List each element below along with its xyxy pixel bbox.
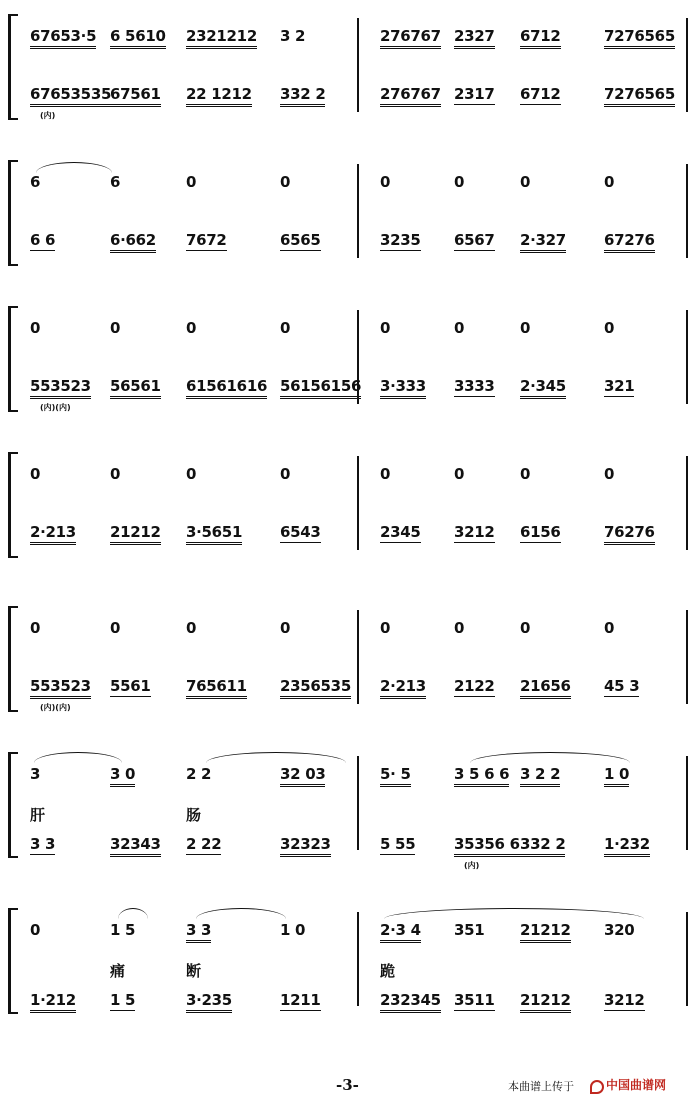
- accompaniment-cell: 276767: [380, 84, 441, 107]
- slur-mark: [34, 752, 122, 763]
- accompaniment-cell: 21656: [520, 676, 571, 699]
- score-system: [0, 306, 700, 418]
- accompaniment-cell: 2·327: [520, 230, 566, 253]
- melody-cell: 0: [604, 619, 615, 637]
- accompaniment-cell: 67561: [110, 84, 161, 107]
- accompaniment-cell: 6565: [280, 231, 321, 249]
- accompaniment-row: [0, 230, 700, 252]
- score-system: [0, 14, 700, 126]
- melody-row: [0, 618, 700, 640]
- melody-cell: 0: [380, 619, 391, 637]
- accompaniment-cell: 5 55: [380, 835, 416, 853]
- accompaniment-cell: 56561: [110, 376, 161, 399]
- melody-cell: 0: [280, 173, 291, 191]
- accompaniment-cell: 32343: [110, 834, 161, 857]
- melody-cell: 7276565: [604, 26, 675, 49]
- accompaniment-cell: 7672: [186, 231, 227, 249]
- accompaniment-cell: 67653535: [30, 84, 111, 107]
- slur-mark: [118, 908, 148, 919]
- accompaniment-cell: 2317: [454, 85, 495, 103]
- accompaniment-cell: 1211: [280, 991, 321, 1009]
- accompaniment-cell: 3235: [380, 231, 421, 249]
- melody-cell: 0: [604, 465, 615, 483]
- accompaniment-cell: 21212: [520, 990, 571, 1013]
- accompaniment-cell: 3·333: [380, 376, 426, 399]
- accompaniment-row: [0, 522, 700, 544]
- inner-note-mark: (内)(内): [40, 703, 71, 712]
- melody-cell: 2327: [454, 26, 495, 49]
- accompaniment-cell: 6712: [520, 85, 561, 103]
- melody-cell: 1 5: [110, 921, 136, 939]
- melody-cell: 0: [280, 319, 291, 337]
- melody-cell: 0: [520, 619, 531, 637]
- accompaniment-cell: 2·213: [30, 522, 76, 545]
- accompaniment-cell: 56156156: [280, 376, 361, 399]
- site-name: 中国曲谱网: [606, 1078, 667, 1092]
- accompaniment-cell: 3212: [454, 523, 495, 541]
- accompaniment-cell: 6·662: [110, 230, 156, 253]
- accompaniment-cell: 3212: [604, 991, 645, 1009]
- melody-cell: 3 2: [280, 27, 306, 45]
- accompaniment-cell: 3511: [454, 991, 495, 1009]
- accompaniment-cell: 67276: [604, 230, 655, 253]
- melody-cell: 3: [30, 765, 41, 783]
- accompaniment-row: [0, 676, 700, 698]
- accompaniment-cell: 765611: [186, 676, 247, 699]
- melody-cell: 6: [30, 173, 41, 191]
- accompaniment-cell: 332 2: [280, 84, 325, 107]
- accompaniment-cell: 321: [604, 377, 635, 395]
- melody-cell: 0: [30, 465, 41, 483]
- accompaniment-cell: 2·345: [520, 376, 566, 399]
- page-number: -3-: [336, 1076, 359, 1094]
- melody-cell: 0: [380, 465, 391, 483]
- melody-cell: 3 2 2: [520, 764, 560, 787]
- inner-note-mark: (内)(内): [40, 403, 71, 412]
- melody-cell: 0: [280, 619, 291, 637]
- upload-note: 本曲谱上传于: [508, 1080, 574, 1093]
- melody-row: [0, 464, 700, 486]
- accompaniment-cell: 61561616: [186, 376, 267, 399]
- accompaniment-cell: 1·232: [604, 834, 650, 857]
- melody-cell: 67653·5: [30, 26, 96, 49]
- accompaniment-cell: 553523: [30, 676, 91, 699]
- score-system: [0, 752, 700, 870]
- melody-cell: 0: [520, 173, 531, 191]
- melody-cell: 0: [110, 465, 121, 483]
- melody-cell: 2·3 4: [380, 920, 421, 943]
- melody-cell: 320: [604, 921, 635, 939]
- melody-cell: 0: [30, 921, 41, 939]
- accompaniment-cell: 6567: [454, 231, 495, 249]
- accompaniment-cell: 6 6: [30, 231, 56, 249]
- accompaniment-cell: 6543: [280, 523, 321, 541]
- accompaniment-cell: 2356535: [280, 676, 351, 699]
- melody-cell: 351: [454, 921, 485, 939]
- melody-cell: 32 03: [280, 764, 325, 787]
- lyric-char: 跪: [380, 962, 396, 980]
- accompaniment-cell: 3 3: [30, 835, 56, 853]
- slur-mark: [384, 908, 644, 919]
- lyric-char: 断: [186, 962, 202, 980]
- melody-cell: 1 0: [280, 921, 306, 939]
- melody-cell: 0: [454, 465, 465, 483]
- accompaniment-cell: 32323: [280, 834, 331, 857]
- melody-row: [0, 318, 700, 340]
- slur-mark: [36, 162, 112, 173]
- melody-cell: 0: [186, 319, 197, 337]
- accompaniment-cell: 553523: [30, 376, 91, 399]
- lyric-char: 肝: [30, 806, 46, 824]
- accompaniment-cell: 2·213: [380, 676, 426, 699]
- melody-row: [0, 172, 700, 194]
- accompaniment-cell: 3333: [454, 377, 495, 395]
- melody-cell: 0: [30, 619, 41, 637]
- melody-cell: 3 5 6 6: [454, 764, 509, 787]
- melody-row: [0, 26, 700, 48]
- accompaniment-cell: 22 1212: [186, 84, 252, 107]
- accompaniment-cell: 232345: [380, 990, 441, 1013]
- score-system: [0, 908, 700, 1020]
- melody-cell: 0: [186, 173, 197, 191]
- inner-note-mark: (内): [464, 861, 480, 870]
- melody-cell: 3 3: [186, 920, 211, 943]
- melody-cell: 5· 5: [380, 764, 411, 787]
- melody-row: [0, 764, 700, 786]
- accompaniment-cell: 76276: [604, 522, 655, 545]
- inner-note-mark: (内): [40, 111, 56, 120]
- accompaniment-row: [0, 990, 700, 1012]
- melody-cell: 0: [380, 173, 391, 191]
- melody-cell: 0: [280, 465, 291, 483]
- accompaniment-cell: 21212: [110, 522, 161, 545]
- score-system: [0, 606, 700, 718]
- melody-cell: 3 0: [110, 764, 135, 787]
- melody-cell: 0: [186, 619, 197, 637]
- accompaniment-cell: 2 22: [186, 835, 222, 853]
- score-system: [0, 452, 700, 564]
- melody-cell: 6: [110, 173, 121, 191]
- melody-cell: 2 2: [186, 765, 212, 783]
- melody-cell: 0: [30, 319, 41, 337]
- accompaniment-cell: 332 2: [520, 834, 565, 857]
- slur-mark: [206, 752, 346, 763]
- melody-cell: 6 5610: [110, 26, 166, 49]
- melody-cell: 0: [454, 173, 465, 191]
- melody-cell: 276767: [380, 26, 441, 49]
- melody-cell: 21212: [520, 920, 571, 943]
- slur-mark: [196, 908, 286, 919]
- accompaniment-cell: 3·235: [186, 990, 232, 1013]
- site-logo-icon: [590, 1080, 604, 1094]
- accompaniment-row: [0, 84, 700, 106]
- accompaniment-cell: 1 5: [110, 991, 136, 1009]
- accompaniment-cell: 6156: [520, 523, 561, 541]
- accompaniment-cell: 2345: [380, 523, 421, 541]
- melody-cell: 0: [520, 319, 531, 337]
- melody-cell: 0: [604, 319, 615, 337]
- accompaniment-row: [0, 834, 700, 856]
- melody-cell: 6712: [520, 26, 561, 49]
- melody-cell: 0: [380, 319, 391, 337]
- accompaniment-cell: 7276565: [604, 84, 675, 107]
- lyric-char: 痛: [110, 962, 126, 980]
- melody-row: [0, 920, 700, 942]
- melody-cell: 0: [110, 319, 121, 337]
- accompaniment-cell: 5561: [110, 677, 151, 695]
- melody-cell: 0: [454, 319, 465, 337]
- accompaniment-cell: 1·212: [30, 990, 76, 1013]
- melody-cell: 0: [604, 173, 615, 191]
- melody-cell: 0: [186, 465, 197, 483]
- slur-mark: [470, 752, 630, 763]
- melody-cell: 0: [110, 619, 121, 637]
- accompaniment-cell: 3·5651: [186, 522, 242, 545]
- lyric-char: 肠: [186, 806, 202, 824]
- melody-cell: 0: [520, 465, 531, 483]
- accompaniment-cell: 45 3: [604, 677, 640, 695]
- melody-cell: 2321212: [186, 26, 257, 49]
- accompaniment-row: [0, 376, 700, 398]
- accompaniment-cell: 2122: [454, 677, 495, 695]
- melody-cell: 0: [454, 619, 465, 637]
- score-system: [0, 160, 700, 272]
- melody-cell: 1 0: [604, 764, 629, 787]
- accompaniment-cell: 35356 6: [454, 834, 520, 857]
